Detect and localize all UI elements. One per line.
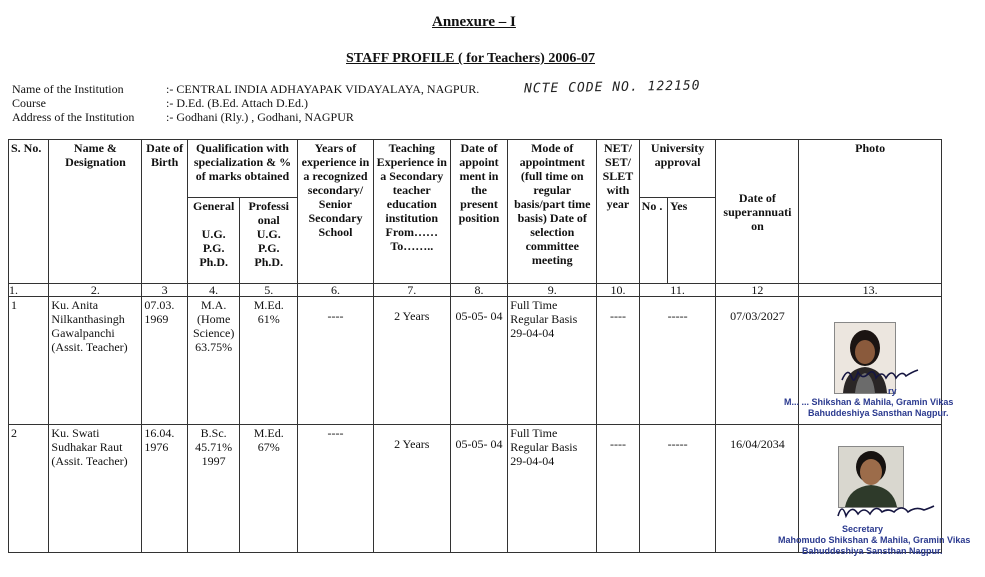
header-years-experience: Years of experience in a recognized secondary/ Senior Secondary School — [298, 140, 374, 284]
row2-superannuation: 16/04/2034 — [716, 425, 799, 553]
header-sno: S. No. — [9, 140, 49, 284]
institution-name-label: Name of the Institution — [12, 82, 124, 96]
row1-general: M.A. (Home Science) 63.75% — [187, 297, 240, 425]
row2-teaching-exp: 2 Years — [373, 425, 450, 553]
stamp-2-line-1: Secretary — [842, 524, 884, 534]
header-univ-yes: Yes — [667, 198, 716, 284]
header-name: Name & Designation — [49, 140, 142, 284]
course-value: :- D.Ed. (B.Ed. Attach D.Ed.) — [166, 96, 308, 110]
row1-dob: 07.03. 1969 — [142, 297, 187, 425]
row1-name: Ku. Anita Nilkanthasingh Gawalpanchi (Assit. Teacher) — [49, 297, 142, 425]
stamp-1 — [784, 386, 953, 419]
header-superannuation: Date of superannuati on — [716, 140, 799, 284]
colnum-7: 7. — [373, 284, 450, 297]
colnum-2: 2. — [49, 284, 142, 297]
colnum-13: 13. — [799, 284, 942, 297]
row2-name: Ku. Swati Sudhakar Raut (Assit. Teacher) — [49, 425, 142, 553]
header-mode-appointment: Mode of appointment (full time on regular basis/part time basis) Date of selection committee meeting — [508, 140, 597, 284]
row1-teaching-exp: 2 Years — [373, 297, 450, 425]
stamp-1-line-2: M... ... Shikshan & Mahila, Gramin Vikas — [784, 397, 954, 407]
colnum-10: 10. — [597, 284, 639, 297]
colnum-9: 9. — [508, 284, 597, 297]
row1-professional: M.Ed. 61% — [240, 297, 298, 425]
row2-net: ---- — [597, 425, 639, 553]
row2-univ: ----- — [639, 425, 716, 553]
header-photo: Photo — [799, 140, 942, 284]
header-univ-no: No . — [639, 198, 667, 284]
colnum-12: 12 — [716, 284, 799, 297]
stamp-1-line-3: Bahuddeshiya Sansthan Nagpur. — [808, 408, 949, 418]
stamp-1-line-1: ry — [888, 386, 897, 396]
header-qual-general: General U.G. P.G. Ph.D. — [187, 198, 240, 284]
colnum-8: 8. — [450, 284, 508, 297]
signature-icon — [840, 362, 920, 386]
header-net-set: NET/ SET/ SLET with year — [597, 140, 639, 284]
row1-mode: Full Time Regular Basis 29-04-04 — [508, 297, 597, 425]
stamp-2-line-3: Bahuddeshiya Sansthan Nagpur. — [802, 546, 943, 556]
row2-mode: Full Time Regular Basis 29-04-04 — [508, 425, 597, 553]
course-label: Course — [12, 96, 46, 110]
address-value: :- Godhani (Rly.) , Godhani, NAGPUR — [166, 110, 354, 124]
institution-name-value: :- CENTRAL INDIA ADHAYAPAK VIDAYALAYA, NAGPUR. — [166, 82, 480, 96]
annexure-title: Annexure – I — [432, 14, 516, 30]
stamp-2-line-2: Mahomudo Shikshan & Mahila, Gramin Vikas — [778, 535, 971, 545]
ncte-code-handwritten: NCTE CODE NO. 122150 — [523, 78, 701, 97]
row1-appointment: 05-05- 04 — [450, 297, 508, 425]
staff-profile-main: STAFF PROFILE ( for Teachers) — [346, 51, 545, 66]
colnum-5: 5. — [240, 284, 298, 297]
staff-profile-title — [346, 51, 595, 67]
staff-profile-year: 2006-07 — [544, 51, 596, 66]
header-qual-professional: Professi onal U.G. P.G. Ph.D. — [240, 198, 298, 284]
header-dob: Date of Birth — [142, 140, 187, 284]
address-label: Address of the Institution — [12, 110, 135, 124]
colnum-1: 1. — [9, 284, 49, 297]
stamp-2 — [778, 524, 970, 557]
row2-dob: 16.04. 1976 — [142, 425, 187, 553]
header-teaching-experience: Teaching Experience in a Secondary teacher education institution From…… To…….. — [373, 140, 450, 284]
colnum-4: 4. — [187, 284, 240, 297]
staff-profile-table — [8, 139, 942, 553]
row1-univ: ----- — [639, 297, 716, 425]
row2-years-exp: ---- — [298, 425, 374, 553]
row1-years-exp: ---- — [298, 297, 374, 425]
colnum-11: 11. — [639, 284, 716, 297]
header-university-approval: University approval — [639, 140, 716, 198]
row2-general: B.Sc. 45.71% 1997 — [187, 425, 240, 553]
signature-icon — [836, 498, 936, 524]
header-qualification: Qualification with specialization & % of marks obtained — [187, 140, 297, 198]
row2-professional: M.Ed. 67% — [240, 425, 298, 553]
row2-appointment: 05-05- 04 — [450, 425, 508, 553]
colnum-3: 3 — [142, 284, 187, 297]
row1-superannuation: 07/03/2027 — [716, 297, 799, 425]
row1-sno: 1 — [9, 297, 49, 425]
row2-sno: 2 — [9, 425, 49, 553]
colnum-6: 6. — [298, 284, 374, 297]
row1-net: ---- — [597, 297, 639, 425]
header-appointment-date: Date of appoint ment in the present position — [450, 140, 508, 284]
